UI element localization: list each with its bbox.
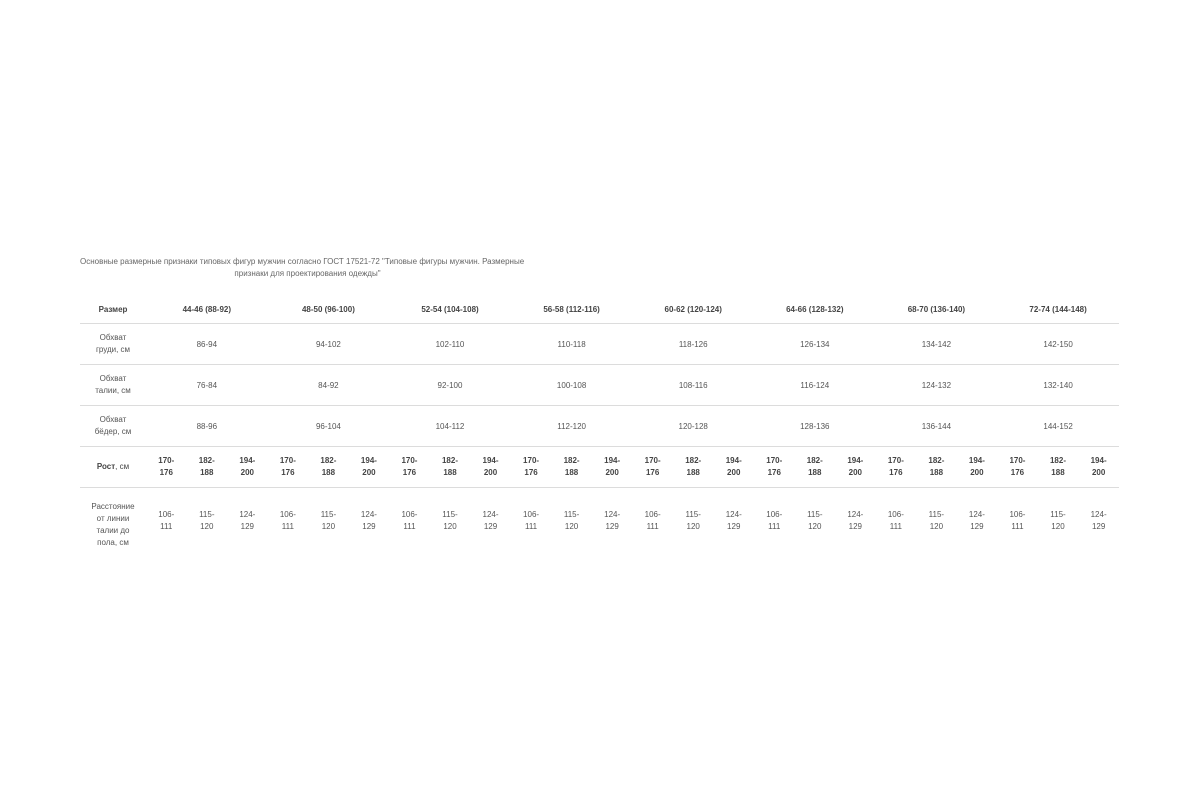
height-range-end: 188: [200, 468, 214, 477]
waist-label-line-2: талии, см: [95, 386, 131, 395]
size-column-header: 48-50 (96-100): [268, 296, 390, 324]
height-range-start: 194-: [604, 456, 621, 465]
distance-range-end: 111: [646, 522, 659, 531]
distance-range-cell: [673, 488, 714, 555]
table-cell: 132-140: [997, 365, 1119, 406]
height-label-text: Рост: [96, 462, 116, 471]
distance-range-start: 106-: [279, 510, 296, 519]
height-range-cell: [146, 447, 187, 488]
height-range-cell: [957, 447, 998, 488]
table-cell: 108-116: [632, 365, 754, 406]
hips-label-line-1: Обхват: [99, 415, 127, 424]
height-range-end: 176: [889, 468, 903, 477]
height-range-cell: [187, 447, 228, 488]
table-cell: 120-128: [632, 406, 754, 447]
distance-range-end: 120: [564, 522, 579, 531]
distance-range-start: 106-: [158, 510, 175, 519]
height-range-start: 170-: [644, 456, 661, 465]
distance-range-start: 106-: [401, 510, 418, 519]
distance-label-line-1: Расстояние: [91, 502, 135, 511]
height-label: [80, 447, 146, 488]
height-range-end: 200: [605, 468, 619, 477]
distance-range-end: 111: [889, 522, 902, 531]
height-range-end: 176: [1010, 468, 1025, 477]
distance-range-cell: [187, 488, 228, 555]
distance-range-cell: [835, 488, 876, 555]
height-range-start: 194-: [968, 456, 985, 465]
distance-range-cell: [430, 488, 471, 555]
distance-range-cell: [916, 488, 957, 555]
height-range-cell: [389, 447, 430, 488]
table-cell: 88-96: [146, 406, 268, 447]
height-range-end: 176: [402, 468, 417, 477]
height-range-end: 200: [848, 468, 862, 477]
height-range-cell: [713, 447, 754, 488]
distance-range-start: 124-: [239, 510, 256, 519]
distance-range-start: 124-: [360, 510, 377, 519]
size-column-header: 52-54 (104-108): [389, 296, 511, 324]
table-cell: 86-94: [146, 324, 268, 365]
height-range-start: 170-: [887, 456, 904, 465]
height-range-end: 188: [686, 468, 700, 477]
height-range-cell: [1038, 447, 1079, 488]
distance-range-end: 129: [848, 522, 862, 531]
distance-range-end: 111: [160, 522, 173, 531]
height-range-cell: [349, 447, 390, 488]
height-range-start: 182-: [441, 456, 458, 465]
height-range-cell: [632, 447, 673, 488]
height-range-start: 170-: [1009, 456, 1026, 465]
height-range-cell: [308, 447, 349, 488]
distance-range-start: 115-: [685, 510, 701, 519]
size-column-header: 72-74 (144-148): [997, 296, 1119, 324]
distance-range-cell: [632, 488, 673, 555]
distance-label-line-2: от линии: [96, 514, 130, 523]
size-chart-table: [80, 296, 1119, 554]
distance-range-end: 120: [1051, 522, 1065, 531]
height-range-end: 200: [727, 468, 741, 477]
table-cell: 84-92: [268, 365, 390, 406]
distance-range-end: 120: [443, 522, 457, 531]
waist-label-line-1: Обхват: [99, 374, 127, 383]
hips-label: [80, 406, 146, 447]
distance-range-start: 106-: [766, 510, 783, 519]
height-range-end: 188: [321, 468, 336, 477]
table-cell: 104-112: [389, 406, 511, 447]
distance-range-start: 124-: [482, 510, 499, 519]
height-range-start: 170-: [158, 456, 175, 465]
height-range-start: 194-: [360, 456, 377, 465]
distance-range-end: 111: [281, 522, 294, 531]
distance-range-end: 129: [970, 522, 984, 531]
height-range-start: 194-: [847, 456, 864, 465]
caption-line-2: признаки для проектирования одежды": [234, 269, 381, 278]
height-range-cell: [551, 447, 592, 488]
distance-range-end: 111: [524, 522, 538, 531]
distance-range-cell: [754, 488, 795, 555]
distance-range-cell: [268, 488, 309, 555]
height-range-end: 176: [524, 468, 538, 477]
distance-range-end: 129: [605, 522, 619, 531]
distance-range-end: 111: [768, 522, 781, 531]
height-range-cell: [916, 447, 957, 488]
chest-label: [80, 324, 146, 365]
table-cell: 124-132: [876, 365, 998, 406]
height-range-start: 182-: [563, 456, 580, 465]
distance-label-line-4: пола, см: [97, 538, 129, 547]
height-range-start: 170-: [401, 456, 418, 465]
height-range-end: 188: [808, 468, 822, 477]
distance-range-start: 115-: [928, 510, 945, 519]
height-range-cell: [1078, 447, 1119, 488]
table-cell: 102-110: [389, 324, 511, 365]
chest-label-line-1: Обхват: [99, 333, 127, 342]
table-row-size: [80, 296, 1119, 324]
height-range-cell: [592, 447, 633, 488]
distance-range-start: 106-: [1009, 510, 1026, 519]
height-range-cell: [673, 447, 714, 488]
table-cell: 142-150: [997, 324, 1119, 365]
hips-label-line-2: бёдер, см: [94, 427, 132, 436]
height-range-start: 170-: [766, 456, 783, 465]
height-range-cell: [795, 447, 836, 488]
height-range-end: 188: [1051, 468, 1065, 477]
size-column-header: 68-70 (136-140): [876, 296, 998, 324]
height-range-end: 176: [281, 468, 295, 477]
distance-range-start: 124-: [725, 510, 742, 519]
table-row-waist: [80, 365, 1119, 406]
distance-range-start: 106-: [523, 510, 540, 519]
height-range-start: 170-: [523, 456, 540, 465]
height-range-cell: [430, 447, 471, 488]
distance-range-cell: [470, 488, 511, 555]
distance-range-end: 120: [321, 522, 336, 531]
distance-range-start: 115-: [1050, 510, 1066, 519]
size-column-header: 44-46 (88-92): [146, 296, 268, 324]
waist-label: [80, 365, 146, 406]
distance-range-cell: [957, 488, 998, 555]
distance-range-cell: [795, 488, 836, 555]
height-range-cell: [754, 447, 795, 488]
height-label-unit: , см: [115, 462, 130, 471]
distance-range-start: 106-: [644, 510, 661, 519]
height-range-start: 194-: [725, 456, 742, 465]
table-row-hips: [80, 406, 1119, 447]
table-cell: 94-102: [268, 324, 390, 365]
distance-range-end: 129: [727, 522, 741, 531]
table-cell: 116-124: [754, 365, 876, 406]
distance-range-end: 111: [403, 522, 416, 531]
distance-range-cell: [997, 488, 1038, 555]
table-cell: 100-108: [511, 365, 633, 406]
height-range-start: 182-: [1049, 456, 1066, 465]
height-range-start: 182-: [806, 456, 823, 465]
table-cell: 118-126: [632, 324, 754, 365]
distance-range-end: 111: [1011, 522, 1024, 531]
table-cell: 128-136: [754, 406, 876, 447]
size-column-header: 64-66 (128-132): [754, 296, 876, 324]
distance-range-cell: [1038, 488, 1079, 555]
size-header: Размер: [80, 296, 146, 324]
distance-range-end: 120: [686, 522, 700, 531]
distance-range-cell: [308, 488, 349, 555]
distance-range-cell: [713, 488, 754, 555]
height-range-start: 182-: [685, 456, 702, 465]
distance-range-start: 124-: [604, 510, 621, 519]
table-cell: 134-142: [876, 324, 998, 365]
height-range-end: 200: [240, 468, 255, 477]
distance-range-end: 129: [240, 522, 255, 531]
distance-range-start: 115-: [807, 510, 823, 519]
table-cell: 136-144: [876, 406, 998, 447]
height-range-end: 176: [159, 468, 173, 477]
table-cell: 76-84: [146, 365, 268, 406]
height-range-start: 182-: [320, 456, 337, 465]
height-range-end: 200: [483, 468, 498, 477]
height-range-start: 170-: [279, 456, 296, 465]
height-range-cell: [227, 447, 268, 488]
height-range-end: 188: [929, 468, 944, 477]
height-range-cell: [511, 447, 552, 488]
distance-range-end: 120: [929, 522, 944, 531]
height-range-end: 200: [1091, 468, 1106, 477]
table-row-distance: [80, 488, 1119, 555]
distance-range-cell: [1078, 488, 1119, 555]
table-cell: 126-134: [754, 324, 876, 365]
distance-range-cell: [592, 488, 633, 555]
table-cell: 112-120: [511, 406, 633, 447]
height-range-end: 176: [645, 468, 660, 477]
distance-range-cell: [349, 488, 390, 555]
height-range-start: 194-: [1090, 456, 1107, 465]
distance-range-end: 120: [200, 522, 214, 531]
height-range-end: 188: [564, 468, 579, 477]
distance-label-line-3: талии до: [96, 526, 130, 535]
size-column-header: 60-62 (120-124): [632, 296, 754, 324]
height-range-end: 200: [362, 468, 376, 477]
distance-range-end: 120: [808, 522, 822, 531]
height-range-cell: [997, 447, 1038, 488]
distance-range-start: 124-: [847, 510, 864, 519]
table-row-height: [80, 447, 1119, 488]
distance-range-cell: [146, 488, 187, 555]
distance-range-cell: [511, 488, 552, 555]
table-cell: 96-104: [268, 406, 390, 447]
distance-label: [80, 488, 146, 555]
distance-range-cell: [876, 488, 917, 555]
chest-label-line-2: груди, см: [95, 345, 131, 354]
height-range-start: 182-: [928, 456, 945, 465]
height-range-cell: [876, 447, 917, 488]
size-column-header: 56-58 (112-116): [511, 296, 633, 324]
table-cell: 144-152: [997, 406, 1119, 447]
distance-range-cell: [227, 488, 268, 555]
height-range-cell: [835, 447, 876, 488]
distance-range-end: 129: [362, 522, 376, 531]
caption-line-1: Основные размерные признаки типовых фигур мужчин согласно ГОСТ 17521-72 "Типовые фигуры мужчин. Размерные: [80, 257, 525, 266]
distance-range-start: 124-: [968, 510, 985, 519]
height-range-start: 182-: [198, 456, 215, 465]
table-caption: [80, 256, 535, 280]
distance-range-start: 115-: [199, 510, 215, 519]
distance-range-end: 129: [1091, 522, 1106, 531]
height-range-cell: [470, 447, 511, 488]
table-cell: 92-100: [389, 365, 511, 406]
height-range-start: 194-: [239, 456, 256, 465]
height-range-end: 188: [443, 468, 457, 477]
distance-range-cell: [551, 488, 592, 555]
distance-range-start: 115-: [320, 510, 337, 519]
table-row-chest: [80, 324, 1119, 365]
height-range-end: 200: [970, 468, 984, 477]
height-range-end: 176: [767, 468, 781, 477]
distance-range-start: 106-: [887, 510, 904, 519]
height-range-cell: [268, 447, 309, 488]
distance-range-start: 124-: [1090, 510, 1107, 519]
height-range-start: 194-: [482, 456, 499, 465]
distance-range-start: 115-: [442, 510, 458, 519]
distance-range-start: 115-: [563, 510, 580, 519]
table-cell: 110-118: [511, 324, 633, 365]
distance-range-cell: [389, 488, 430, 555]
distance-range-end: 129: [483, 522, 498, 531]
